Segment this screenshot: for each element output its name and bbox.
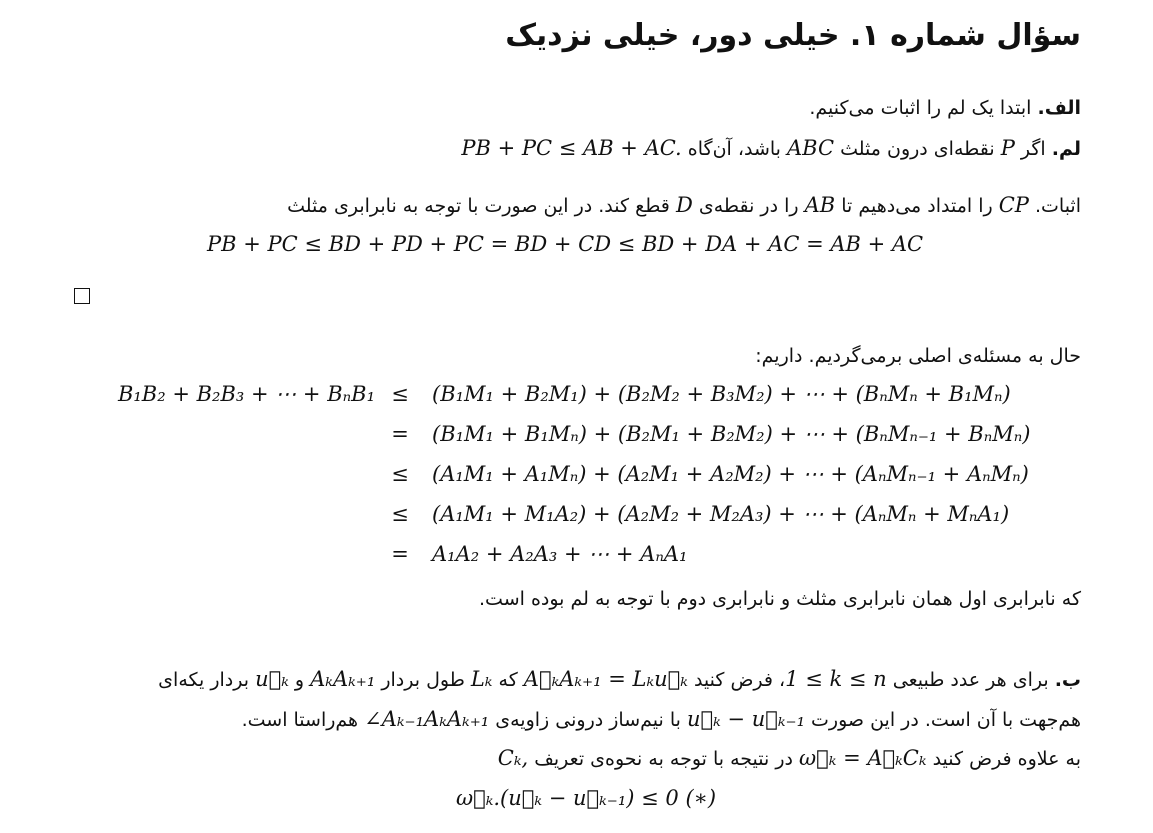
- lemma-label: لم.: [1051, 138, 1081, 160]
- part-b-line-2: [242, 707, 1081, 731]
- proof-var-cp: CP: [998, 193, 1029, 217]
- part-b-line-1: [158, 667, 1081, 691]
- part-b-l2-t3: هم‌راستا است.: [241, 709, 359, 731]
- chain-rhs-3: (A₁M₁ + A₁Mₙ) + (A₂M₁ + A₂M₂) + ⋯ + (AₙMₙ₋₁ + AₙMₙ): [432, 462, 1029, 486]
- part-a-text: ابتدا یک لم را اثبات می‌کنیم.: [809, 97, 1032, 119]
- proof-line: [287, 193, 1081, 217]
- lemma-text-before: اگر: [1020, 138, 1046, 160]
- chain-rel-3: ≤: [391, 462, 409, 486]
- part-b-l1-t3: که: [498, 669, 518, 691]
- chain-rel-1: ≤: [391, 382, 409, 406]
- proof-equation: PB + PC ≤ BD + PD + PC = BD + CD ≤ BD + DA + AC = AB + AC: [207, 232, 924, 256]
- proof-var-ab: AB: [804, 193, 836, 217]
- lemma-inequality: PB + PC ≤ AB + AC.: [461, 136, 682, 160]
- chain-rel-4: ≤: [391, 502, 409, 526]
- part-b-l1-m5: u⃗ₖ: [255, 667, 289, 691]
- part-b-l1-t2: ، فرض کنید: [693, 669, 786, 691]
- part-b-l1-m2: A⃗ₖAₖ₊₁ = Lₖu⃗ₖ: [523, 667, 688, 691]
- part-b-line-4: ω⃗ₖ.(u⃗ₖ − u⃗ₖ₋₁) ≤ 0 (∗): [456, 786, 717, 810]
- part-a-line: [809, 97, 1081, 119]
- lemma-var-abc: ABC: [787, 136, 835, 160]
- proof-text-2: را در نقطه‌ی: [698, 195, 799, 217]
- part-b-l2-m2: ∠Aₖ₋₁AₖAₖ₊₁: [364, 707, 490, 731]
- part-b-l1-m3: Lₖ: [470, 667, 493, 691]
- main-conclusion: که نابرابری اول همان نابرابری مثلث و نابرابری دوم با توجه به لم بوده است.: [479, 588, 1081, 610]
- part-b-line-3: [498, 746, 1081, 770]
- part-b-l1-m1: 1 ≤ k ≤ n: [785, 667, 887, 691]
- part-b-l3-m1: ω⃗ₖ = A⃗ₖCₖ: [799, 746, 927, 770]
- lemma-text-mid: نقطه‌ای درون مثلث: [840, 138, 995, 160]
- lemma-text-after: باشد، آن‌گاه: [687, 138, 781, 160]
- part-a-label: الف.: [1037, 97, 1081, 119]
- qed-box: [74, 288, 90, 304]
- part-b-l1-t4: طول بردار: [381, 669, 465, 691]
- lemma-var-p: P: [1000, 136, 1015, 160]
- part-b-l1-m4: AₖAₖ₊₁: [310, 667, 376, 691]
- lemma-line: [461, 136, 1081, 160]
- part-b-l3-m2: Cₖ,: [497, 746, 529, 770]
- main-intro: حال به مسئله‌ی اصلی برمی‌گردیم. داریم:: [755, 345, 1081, 367]
- chain-rhs-5: A₁A₂ + A₂A₃ + ⋯ + AₙA₁: [432, 542, 688, 566]
- chain-rhs-4: (A₁M₁ + M₁A₂) + (A₂M₂ + M₂A₃) + ⋯ + (AₙMₙ + MₙA₁): [432, 502, 1010, 526]
- part-b-l3-t1: به علاوه فرض کنید: [932, 748, 1081, 770]
- part-b-l1-t5: و: [294, 669, 305, 691]
- proof-var-d: D: [675, 193, 693, 217]
- part-b-l2-t2: با نیم‌ساز درونی زاویه‌ی: [495, 709, 681, 731]
- part-b-label: ب.: [1054, 669, 1081, 691]
- part-b-l2-t1: هم‌جهت با آن است. در این صورت: [811, 709, 1081, 731]
- page-title: سؤال شماره ۱. خیلی دور، خیلی نزدیک: [505, 18, 1081, 53]
- proof-label: اثبات.: [1034, 195, 1081, 217]
- part-b-l3-t2: در نتیجه با توجه به نحوه‌ی تعریف: [534, 748, 793, 770]
- chain-rhs-2: (B₁M₁ + B₁Mₙ) + (B₂M₁ + B₂M₂) + ⋯ + (BₙMₙ₋₁ + BₙMₙ): [432, 422, 1031, 446]
- part-b-l1-t6: بردار یکه‌ای: [158, 669, 250, 691]
- chain-rel-2: =: [391, 422, 409, 446]
- chain-rel-5: =: [391, 542, 409, 566]
- chain-lhs: B₁B₂ + B₂B₃ + ⋯ + BₙB₁: [117, 382, 375, 406]
- proof-text-3: قطع کند. در این صورت با توجه به نابرابری مثلث: [287, 195, 670, 217]
- part-b-l2-m1: u⃗ₖ − u⃗ₖ₋₁: [686, 707, 805, 731]
- proof-text-1: را امتداد می‌دهیم تا: [841, 195, 993, 217]
- chain-rhs-1: (B₁M₁ + B₂M₁) + (B₂M₂ + B₃M₂) + ⋯ + (BₙMₙ + B₁Mₙ): [432, 382, 1011, 406]
- part-b-l1-t1: برای هر عدد طبیعی: [892, 669, 1049, 691]
